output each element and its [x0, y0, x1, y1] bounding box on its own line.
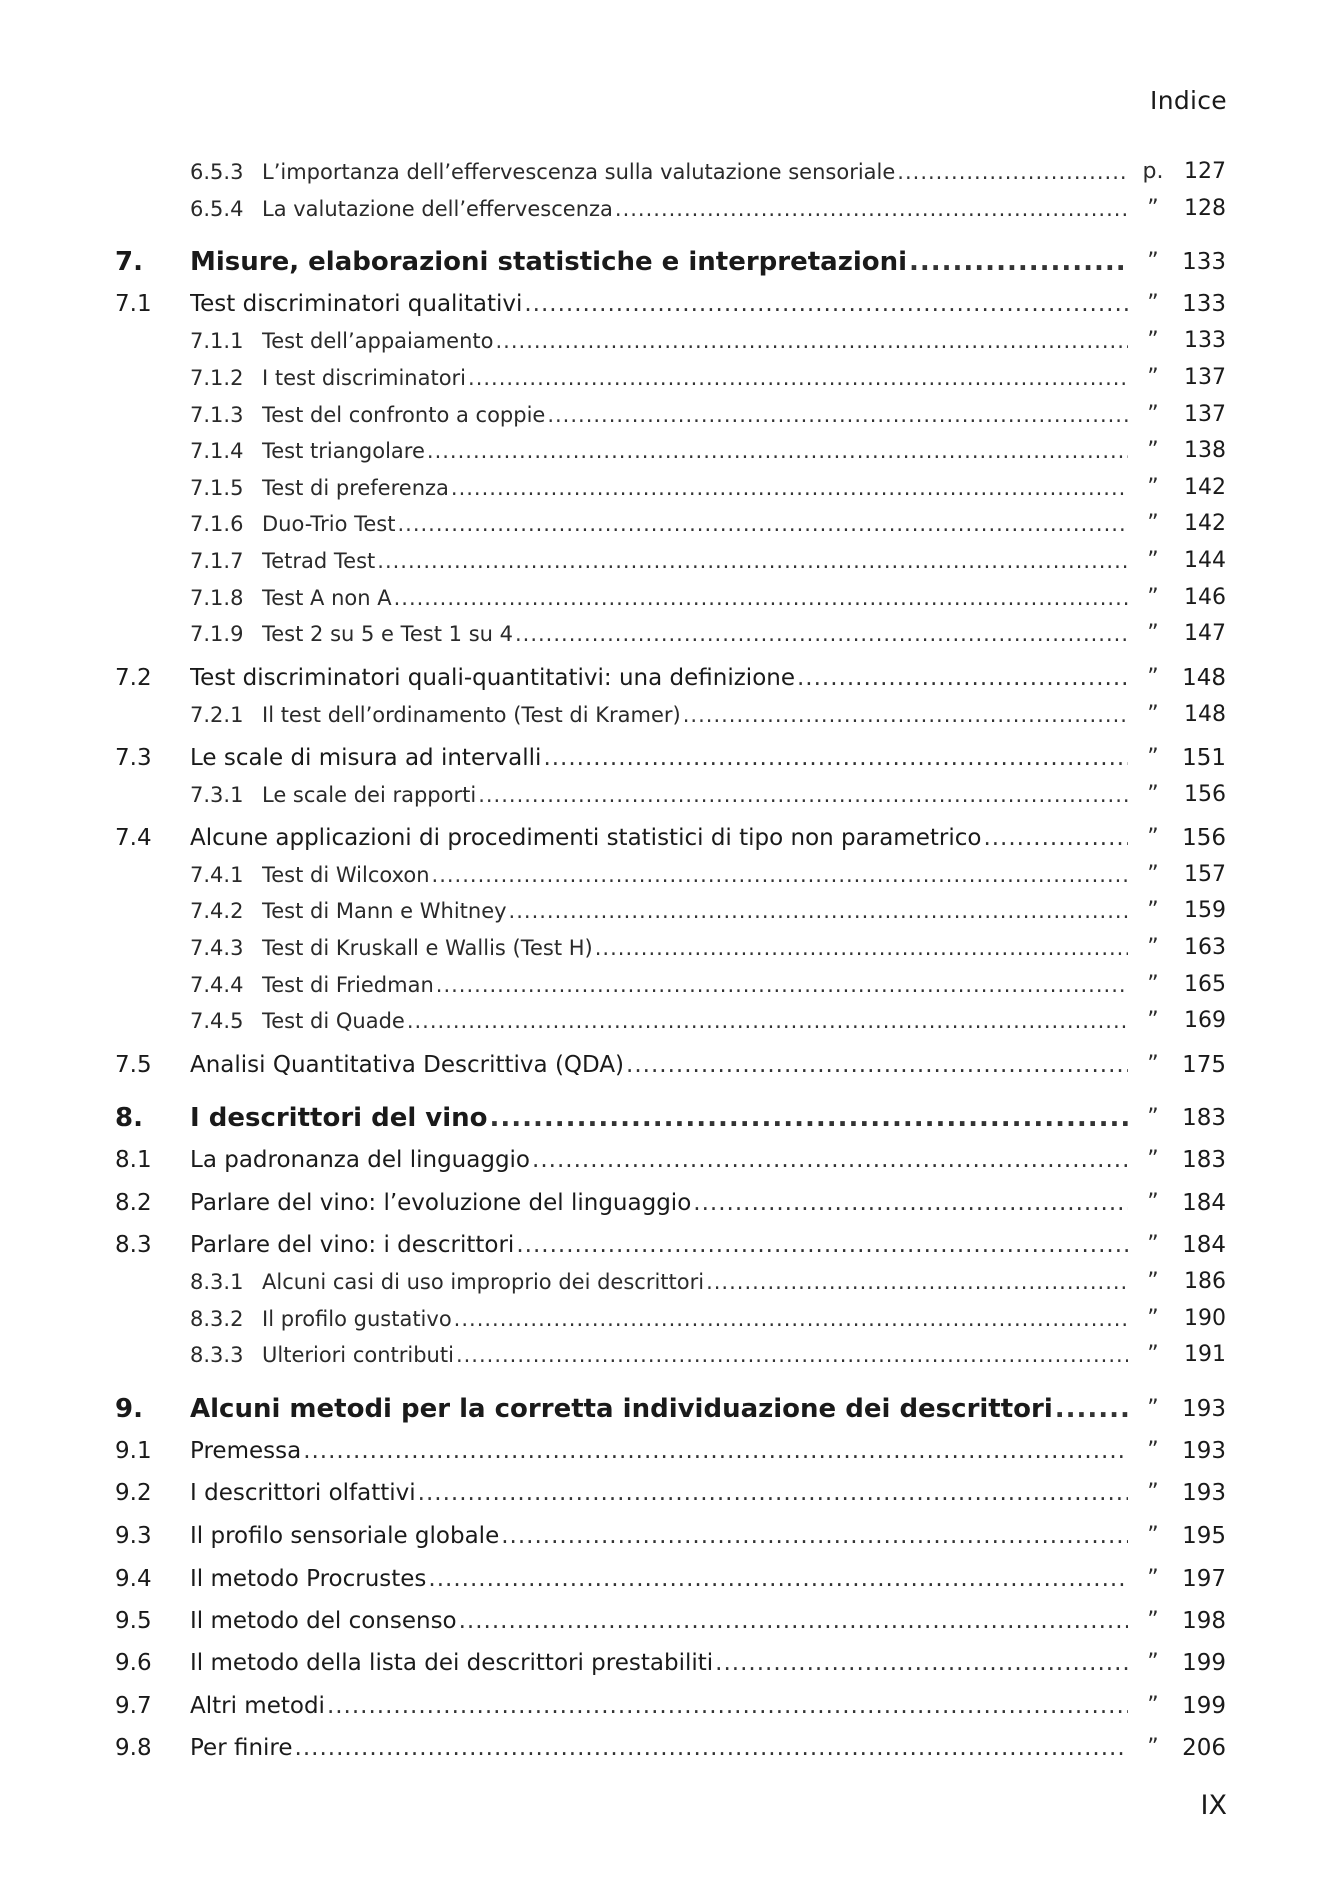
toc-entry-title-leader [190, 1228, 1128, 1262]
toc-page-number: 157 [1184, 862, 1226, 887]
toc-entry-title-leader [262, 894, 1128, 928]
dot-leader [394, 581, 1128, 615]
toc-page-number: 183 [1182, 1105, 1226, 1131]
toc-entry-title-leader [262, 507, 1128, 541]
toc-entry-title: Altri metodi [190, 1693, 325, 1719]
dot-leader [706, 1265, 1128, 1299]
toc-entry-number: 7.2.1 [190, 703, 244, 727]
dot-leader [377, 544, 1128, 578]
toc-entry-number: 9. [115, 1394, 143, 1424]
toc-entry [0, 1338, 1335, 1372]
toc-entry [0, 581, 1335, 615]
toc-entry-number: 7.1.5 [190, 476, 244, 500]
toc-entry [0, 778, 1335, 812]
toc-entry-number: 7.2 [115, 665, 152, 691]
dot-leader [451, 471, 1128, 505]
toc-page-number: 156 [1182, 825, 1226, 851]
toc-entry-title: Test dell’appaiamento [262, 329, 494, 353]
toc-entry-number: 8. [115, 1103, 143, 1133]
toc-entry-number: 6.5.3 [190, 160, 244, 184]
toc-entry-number: 9.4 [115, 1566, 152, 1592]
toc-entry-title: Il profilo sensoriale globale [190, 1523, 500, 1549]
toc-entry-title-leader [190, 1519, 1128, 1553]
toc-entry-number: 7.3 [115, 745, 152, 771]
toc-entry-number: 9.2 [115, 1480, 152, 1506]
dot-leader [427, 434, 1128, 468]
toc-entry-number: 9.5 [115, 1608, 152, 1634]
toc-entry-number: 7.1.7 [190, 549, 244, 573]
dot-leader [683, 698, 1128, 732]
toc-entry-title: La padronanza del linguaggio [190, 1147, 531, 1173]
toc-page-number: 199 [1182, 1650, 1226, 1676]
toc-page-prefix: ” [1147, 935, 1159, 960]
toc-page-prefix: ” [1147, 825, 1159, 850]
toc-entry-number: 8.2 [115, 1190, 152, 1216]
dot-leader [909, 245, 1128, 279]
toc-entry-title-leader [190, 287, 1128, 321]
toc-entry-title: La valutazione dell’effervescenza [262, 197, 613, 221]
toc-entry-title-leader [262, 698, 1128, 732]
toc-entry-title-leader [262, 192, 1128, 226]
toc-entry-title-leader [190, 245, 1128, 279]
toc-page-number: 190 [1184, 1306, 1226, 1331]
toc-page-number: 165 [1184, 972, 1226, 997]
toc-entry-title: Test del confronto a coppie [262, 403, 546, 427]
toc-entry-title: Test discriminatori quali-quantitativi: una definizione [190, 665, 795, 691]
toc-page-prefix: ” [1147, 1523, 1159, 1548]
toc-page-prefix: ” [1147, 1147, 1159, 1172]
toc-entry [0, 1476, 1335, 1510]
toc-page-number: 184 [1182, 1190, 1226, 1216]
dot-leader [897, 155, 1128, 189]
toc-entry [0, 1048, 1335, 1082]
toc-entry-title: Premessa [190, 1438, 302, 1464]
running-header: Indice [1150, 86, 1227, 115]
toc-entry [0, 821, 1335, 855]
toc-entry-number: 9.8 [115, 1735, 152, 1761]
toc-page-number: 138 [1184, 438, 1226, 463]
toc-entry-title: Alcuni metodi per la corretta individuazione dei descrittori [190, 1394, 1053, 1424]
toc-page-prefix: ” [1147, 196, 1159, 221]
toc-entry-title-leader [262, 968, 1128, 1002]
toc-entry [0, 471, 1335, 505]
toc-entry-title-leader [190, 1731, 1128, 1765]
toc-entry-number: 7.4.5 [190, 1009, 244, 1033]
toc-entry-title: Il metodo Procrustes [190, 1566, 427, 1592]
toc-entry-number: 7.1 [115, 291, 152, 317]
toc-entry-number: 7.1.2 [190, 366, 244, 390]
toc-entry-title: Test di preferenza [262, 476, 449, 500]
toc-page-prefix: ” [1147, 1608, 1159, 1633]
toc-entry [0, 1689, 1335, 1723]
toc-entry [0, 1562, 1335, 1596]
toc-entry-title-leader [190, 661, 1128, 695]
toc-entry [0, 931, 1335, 965]
toc-entry-title: Per finire [190, 1735, 293, 1761]
toc-page-prefix: ” [1147, 745, 1159, 770]
dot-leader [407, 1004, 1128, 1038]
toc-entry [0, 741, 1335, 775]
toc-entry [0, 361, 1335, 395]
toc-entry-title: Il metodo della lista dei descrittori prestabiliti [190, 1650, 714, 1676]
toc-entry-title-leader [262, 544, 1128, 578]
toc-page-prefix: ” [1147, 402, 1159, 427]
toc-entry [0, 324, 1335, 358]
toc-entry-title: Le scale dei rapporti [262, 783, 477, 807]
toc-entry-title-leader [262, 1302, 1128, 1336]
toc-entry-title: Ulteriori contributi [262, 1343, 454, 1367]
toc-entry-number: 7.4.3 [190, 936, 244, 960]
toc-entry [0, 1265, 1335, 1299]
toc-entry-title: Alcune applicazioni di procedimenti statistici di tipo non parametrico [190, 825, 982, 851]
toc-entry-title-leader [262, 324, 1128, 358]
toc-page-prefix: ” [1147, 1342, 1159, 1367]
toc-page-number: 191 [1184, 1342, 1226, 1367]
toc-page-number: 142 [1184, 511, 1226, 536]
toc-entry [0, 1434, 1335, 1468]
dot-leader [454, 1302, 1128, 1336]
toc-entry-number: 7. [115, 247, 143, 277]
toc-page-number: 198 [1182, 1608, 1226, 1634]
dot-leader [715, 1646, 1128, 1680]
toc-page-number: 193 [1182, 1396, 1226, 1422]
toc-entry-title: I descrittori del vino [190, 1103, 488, 1133]
toc-entry-title-leader [190, 1186, 1128, 1220]
toc-page-number: 137 [1184, 402, 1226, 427]
toc-entry-title: Il test dell’ordinamento (Test di Kramer) [262, 703, 681, 727]
toc-entry [0, 434, 1335, 468]
dot-leader [428, 1562, 1128, 1596]
toc-page-prefix: ” [1147, 1052, 1159, 1077]
toc-entry [0, 968, 1335, 1002]
toc-entry-title-leader [190, 1646, 1128, 1680]
toc-entry-number: 7.5 [115, 1052, 152, 1078]
dot-leader [797, 661, 1128, 695]
toc-entry-title-leader [190, 821, 1128, 855]
dot-leader [397, 507, 1128, 541]
toc-entry-number: 7.4 [115, 825, 152, 851]
toc-page-number: 146 [1184, 585, 1226, 610]
toc-entry [0, 398, 1335, 432]
toc-page-number: 137 [1184, 365, 1226, 390]
toc-entry [0, 698, 1335, 732]
toc-page-prefix: ” [1147, 1008, 1159, 1033]
page-number: IX [1200, 1790, 1227, 1821]
toc-page-prefix: ” [1147, 1232, 1159, 1257]
toc-entry-title-leader [190, 1392, 1128, 1426]
toc-page-prefix: ” [1147, 585, 1159, 610]
toc-entry [0, 1519, 1335, 1553]
toc-entry-title: Le scale di misura ad intervalli [190, 745, 542, 771]
toc-entry-title-leader [262, 931, 1128, 965]
toc-page-prefix: ” [1147, 782, 1159, 807]
toc-entry-title: Parlare del vino: i descrittori [190, 1232, 515, 1258]
toc-page-number: 193 [1182, 1480, 1226, 1506]
toc-entry-number: 7.1.3 [190, 403, 244, 427]
toc-entry [0, 544, 1335, 578]
toc-entry-title-leader [262, 1004, 1128, 1038]
toc-entry-title-leader [190, 1689, 1128, 1723]
toc-entry [0, 1228, 1335, 1262]
toc-entry [0, 858, 1335, 892]
toc-page-number: 142 [1184, 475, 1226, 500]
toc-page-prefix: ” [1147, 548, 1159, 573]
toc-entry-number: 8.3.2 [190, 1307, 244, 1331]
dot-leader [983, 821, 1128, 855]
toc-page-prefix: ” [1147, 1735, 1159, 1760]
dot-leader [626, 1048, 1128, 1082]
toc-entry-title: Test triangolare [262, 439, 425, 463]
toc-entry-title-leader [262, 581, 1128, 615]
toc-entry-title-leader [262, 155, 1128, 189]
dot-leader [1055, 1392, 1128, 1426]
toc-entry-number: 7.3.1 [190, 783, 244, 807]
toc-entry-title-leader [190, 1143, 1128, 1177]
toc-entry [0, 507, 1335, 541]
toc-entry [0, 894, 1335, 928]
toc-page-prefix: p. [1142, 159, 1164, 184]
dot-leader [490, 1101, 1128, 1135]
toc-entry-title: Alcuni casi di uso improprio dei descrittori [262, 1270, 705, 1294]
toc-page-prefix: ” [1147, 365, 1159, 390]
toc-entry-title-leader [262, 361, 1128, 395]
toc-page-prefix: ” [1147, 1650, 1159, 1675]
toc-page-prefix: ” [1147, 475, 1159, 500]
toc-page-number: 193 [1182, 1438, 1226, 1464]
toc-entry-title-leader [262, 1265, 1128, 1299]
toc-entry-title-leader [190, 1101, 1128, 1135]
toc-entry-title: Test di Kruskall e Wallis (Test H) [262, 936, 593, 960]
toc-entry-number: 8.3.1 [190, 1270, 244, 1294]
toc-page-prefix: ” [1147, 898, 1159, 923]
dot-leader [501, 1519, 1128, 1553]
toc-entry-title-leader [262, 471, 1128, 505]
toc-entry-title: Il profilo gustativo [262, 1307, 452, 1331]
toc-entry [0, 1604, 1335, 1638]
toc-entry [0, 1004, 1335, 1038]
toc-entry-title: Test discriminatori qualitativi [190, 291, 523, 317]
toc-page-prefix: ” [1147, 702, 1159, 727]
toc-page-number: 127 [1184, 159, 1226, 184]
toc-entry-number: 8.3.3 [190, 1343, 244, 1367]
toc-entry-title-leader [262, 858, 1128, 892]
dot-leader [418, 1476, 1128, 1510]
toc-page-number: 183 [1182, 1147, 1226, 1173]
toc-page-prefix: ” [1147, 1480, 1159, 1505]
toc-entry-title-leader [190, 1434, 1128, 1468]
toc-entry-title: Test di Quade [262, 1009, 405, 1033]
toc-page-prefix: ” [1147, 1693, 1159, 1718]
toc-page-number: 199 [1182, 1693, 1226, 1719]
toc-page-prefix: ” [1147, 862, 1159, 887]
toc-page-number: 195 [1182, 1523, 1226, 1549]
toc-page-prefix: ” [1147, 1396, 1159, 1421]
toc-page-prefix: ” [1147, 249, 1159, 274]
toc-page-prefix: ” [1147, 438, 1159, 463]
toc-entry [0, 1392, 1335, 1426]
toc-page-prefix: ” [1147, 1306, 1159, 1331]
toc-entry [0, 1731, 1335, 1765]
toc-entry-number: 9.1 [115, 1438, 152, 1464]
toc-entry [0, 1302, 1335, 1336]
toc-page-prefix: ” [1147, 291, 1159, 316]
toc-page-number: 159 [1184, 898, 1226, 923]
toc-entry-title-leader [190, 1604, 1128, 1638]
toc-entry-number: 8.1 [115, 1147, 152, 1173]
toc-page-prefix: ” [1147, 665, 1159, 690]
toc-page-number: 184 [1182, 1232, 1226, 1258]
dot-leader [456, 1338, 1128, 1372]
toc-entry-title-leader [190, 741, 1128, 775]
dot-leader [432, 858, 1128, 892]
toc-entry-title: Test di Wilcoxon [262, 863, 430, 887]
toc-entry-title-leader [262, 398, 1128, 432]
toc-entry-number: 7.4.4 [190, 973, 244, 997]
toc-entry [0, 245, 1335, 279]
dot-leader [543, 741, 1128, 775]
dot-leader [595, 931, 1128, 965]
toc-entry-title: I descrittori olfattivi [190, 1480, 416, 1506]
toc-entry-number: 7.1.1 [190, 329, 244, 353]
dot-leader [615, 192, 1128, 226]
toc-entry-title: Il metodo del consenso [190, 1608, 457, 1634]
toc-page-number: 156 [1184, 782, 1226, 807]
toc-page-prefix: ” [1147, 1105, 1159, 1130]
toc-page-number: 133 [1184, 328, 1226, 353]
toc-entry [0, 287, 1335, 321]
dot-leader [509, 894, 1128, 928]
dot-leader [436, 968, 1128, 1002]
toc-entry-title-leader [262, 617, 1128, 651]
toc-entry-title-leader [190, 1562, 1128, 1596]
dot-leader [524, 287, 1128, 321]
toc-entry [0, 155, 1335, 189]
toc-page-prefix: ” [1147, 511, 1159, 536]
toc-page-number: 133 [1182, 249, 1226, 275]
toc-page-prefix: ” [1147, 1438, 1159, 1463]
toc-entry [0, 617, 1335, 651]
toc-entry [0, 1143, 1335, 1177]
dot-leader [515, 617, 1128, 651]
toc-entry-title: Test di Friedman [262, 973, 434, 997]
toc-entry-title: I test discriminatori [262, 366, 467, 390]
toc-entry-title-leader [262, 778, 1128, 812]
toc-page-number: 163 [1184, 935, 1226, 960]
toc-page-number: 144 [1184, 548, 1226, 573]
toc-entry-title: Analisi Quantitativa Descrittiva (QDA) [190, 1052, 625, 1078]
toc-entry-number: 9.6 [115, 1650, 152, 1676]
dot-leader [459, 1604, 1128, 1638]
toc-page-prefix: ” [1147, 972, 1159, 997]
toc-page-number: 151 [1182, 745, 1226, 771]
toc-entry-number: 7.1.6 [190, 512, 244, 536]
toc-page-prefix: ” [1147, 328, 1159, 353]
dot-leader [295, 1731, 1128, 1765]
toc-entry-number: 9.3 [115, 1523, 152, 1549]
toc-entry-title: Test A non A [262, 586, 392, 610]
dot-leader [496, 324, 1129, 358]
toc-entry-title: Misure, elaborazioni statistiche e interpretazioni [190, 247, 908, 277]
toc-entry [0, 192, 1335, 226]
toc-entry-number: 7.1.8 [190, 586, 244, 610]
toc-entry [0, 1101, 1335, 1135]
toc-page-number: 197 [1182, 1566, 1226, 1592]
toc-entry-number: 8.3 [115, 1232, 152, 1258]
toc-entry-number: 7.4.2 [190, 899, 244, 923]
dot-leader [693, 1186, 1128, 1220]
toc-entry-number: 7.1.4 [190, 439, 244, 463]
dot-leader [516, 1228, 1128, 1262]
toc-page-number: 175 [1182, 1052, 1226, 1078]
toc-entry-number: 9.7 [115, 1693, 152, 1719]
toc-page-number: 186 [1184, 1269, 1226, 1294]
dot-leader [478, 778, 1128, 812]
toc-entry-title-leader [190, 1476, 1128, 1510]
dot-leader [468, 361, 1128, 395]
toc-entry [0, 1646, 1335, 1680]
toc-page-prefix: ” [1147, 1269, 1159, 1294]
toc-page-prefix: ” [1147, 1190, 1159, 1215]
toc-entry-title: Duo-Trio Test [262, 512, 396, 536]
toc-entry-title: L’importanza dell’effervescenza sulla valutazione sensoriale [262, 160, 896, 184]
toc-page-number: 128 [1184, 196, 1226, 221]
toc-entry [0, 1186, 1335, 1220]
toc-page-number: 169 [1184, 1008, 1226, 1033]
toc-page-number: 148 [1182, 665, 1226, 691]
toc-entry-title-leader [262, 1338, 1128, 1372]
toc-entry-title: Tetrad Test [262, 549, 376, 573]
toc-page-number: 133 [1182, 291, 1226, 317]
toc-entry-title: Test di Mann e Whitney [262, 899, 507, 923]
dot-leader [547, 398, 1128, 432]
toc-page-prefix: ” [1147, 621, 1159, 646]
toc-entry-title: Test 2 su 5 e Test 1 su 4 [262, 622, 513, 646]
toc-page-number: 148 [1184, 702, 1226, 727]
toc-entry-title-leader [190, 1048, 1128, 1082]
toc-entry [0, 661, 1335, 695]
dot-leader [532, 1143, 1128, 1177]
toc-entry-number: 7.4.1 [190, 863, 244, 887]
toc-page-number: 147 [1184, 621, 1226, 646]
toc-entry-number: 6.5.4 [190, 197, 244, 221]
toc-entry-title: Parlare del vino: l’evoluzione del linguaggio [190, 1190, 692, 1216]
dot-leader [327, 1689, 1128, 1723]
dot-leader [303, 1434, 1128, 1468]
toc-page-prefix: ” [1147, 1566, 1159, 1591]
toc-page-number: 206 [1182, 1735, 1226, 1761]
toc-entry-title-leader [262, 434, 1128, 468]
toc-entry-number: 7.1.9 [190, 622, 244, 646]
